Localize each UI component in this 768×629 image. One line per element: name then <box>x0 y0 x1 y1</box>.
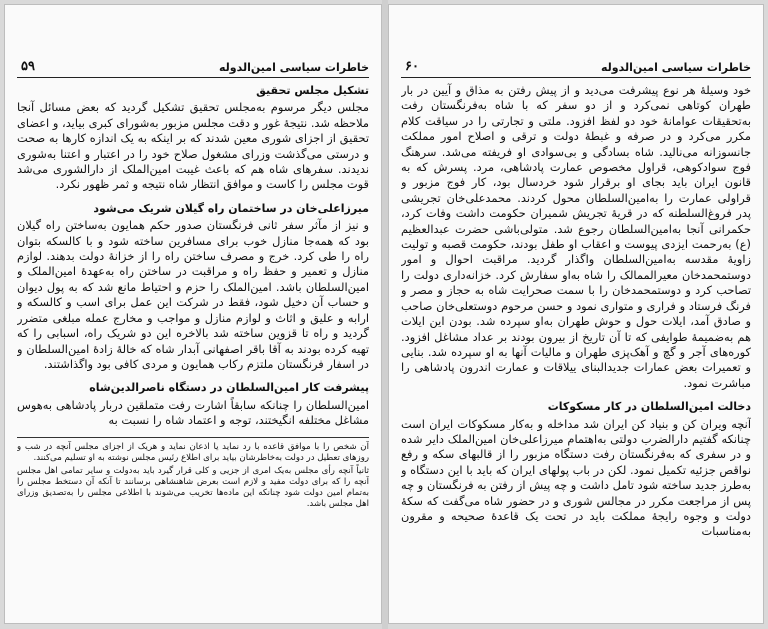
right-page <box>388 4 764 624</box>
running-title: خاطرات سیاسی امین‌الدوله <box>601 61 751 74</box>
section-title: تشکیل مجلس تحقیق <box>256 84 369 97</box>
left-page-header <box>17 61 369 78</box>
footnotes <box>17 437 369 510</box>
footnote: ثانیاً آنچه رأی مجلس به‌یک امری از جزیی و کلی قرار گیرد باید به‌دولت و سایر تمامی اهل مجلس آنچه را که برای دولت مفید و لازم است بعرض شاهنشاهی برسانند تا آنکه آن دستخط مجلس را به‌تمام امین دولت شود چنانکه این ماده‌ها تخریب می‌شوند با اطلاعی مجلس را به‌تصدیق وزرای اهل مجلس باشد. <box>17 465 369 509</box>
section-title: پیشرفت کار امین‌السلطان در دستگاه ناصرالدین‌شاه <box>89 381 369 395</box>
page-number: ۵۹ <box>21 59 35 74</box>
left-page <box>4 4 382 624</box>
right-page-header <box>401 61 751 78</box>
running-title: خاطرات سیاسی امین‌الدوله <box>219 61 369 74</box>
paragraph: خود وسیلهٔ هر نوع پیشرفت می‌دید و از پیش رفتن به مذاق و آیین در بار طهران کوتاهی نمی‌کرد و از دو سفر که با شاه به‌فرنگستان رفت به‌تحقیقات عوامانهٔ خود دو لفظ افزود. ملتی و تجارتی را در سیاقت کلام مکرر می‌کرد و در صرفه و غبطهٔ دولت و ترقی و اصلاح امور مملکت جانسوزانه می‌نالید. شاه بسادگی و بی‌سوادی او فریفته می‌شد. سرهنگ فوج سوادکوهی، قراول مخصوص عمارت پادشاهی، مرد. پسرش که به قانون ایران باید بجای او برقرار شود خردسال بود، کار فوج مزبور و قراولی عمارت را به‌امین‌السلطان محول کردند. محمدعلی‌خان تجریشی پدر فروغ‌السلطنه که در قریهٔ تجریش شمیران حکومت داشت وفات کرد، حکمرانی آنجا به‌امین‌السلطان رجوع شد. متولی‌باشی حضرت عبدالعظیم (ع) به‌رحمت ایزدی پیوست و اعقاب او طفل بودند، حکومت قصبه و تولیت زاویهٔ مقدسه به‌امین‌السلطان واگذار گردید. مراقبت احوال و امور دوستمحمدخان معیرالممالک را شاه به‌او سفارش کرد. خزانه‌داری دولت را تصاحب کرد و دوستمحمدخان را با سمت صحرایت شاه به حجاز و مصر و فرنگ فرستاد و فراری و متواری نمود و حسن مرحوم دوستعلی‌خان صاحب و صادق آمد، ایلات حول و حوش طهران به‌او سپرده شد. بودن این ایلات هم به‌ضمیمهٔ طوایفی که تا آن تاریخ از بیرون بودند بر عداد مشاغل افزود. کوره‌های آجر و گچ و آهک‌پزی طهران و مالیات آنها به او سپرده شد. بنایی و تعمیرات بعض عمارات جدیدالبنای ییلاقات و عمارت اندرون پادشاهی را مباشرت نمود. <box>401 83 751 390</box>
paragraph: آنچه ویران کن و بنیاد کن ایران شد مداخله و به‌کار مسکوکات ایران است چنانکه گفتیم دارالضرب دولتی به‌اهتمام میرزاعلی‌خان امین‌الملک دایر شده و در سفری که به‌فرنگستان رفت دستگاه مزبور را از قالبهای سکه و رفع نواقص جزئیه تکمیل نمود. لکن در باب پولهای ایران که باید با این دستگاه و به‌طرز جدید ساخته شود تامل داشت و چه پیش از رفتن به فرنگستان و چه پس از مراجعت مکرر در مجالس شوری و در حضور شاه می‌گفت که سکهٔ دولت و وجوه رایجهٔ مملکت باید در تحت یک قاعدهٔ صحیحه و مقرون به‌مناسبات <box>401 416 751 539</box>
section-title: میرزاعلی‌خان در ساختمان راه گیلان شریک می‌شود <box>93 201 369 215</box>
footnote: آن شخص را با موافق قاعده با رد نماید یا اذعان نماید و هریک از اجزای مجلس آنچه در شب و روزهای تعطیل در دولت به‌خاطرشان بیاید برای اطلاع رئیس مجلس نوشته به او تسلیم می‌کنند. <box>17 441 369 463</box>
paragraph: مجلس دیگر مرسوم به‌مجلس تحقیق تشکیل گردید که بعض مسائل آنجا ملاحظه شد. نتیجهٔ غور و دقت مجلس مزبور به‌شورای کبری بیاید، و اعضای تحقیق از اجزای شوری معین شدند که بر اینکه به یک اندازه کارها به صحت و درستی می‌گذشت وزرای مشغول صلاح خود را در اعتبار و اعتنا به‌شوری ندیدند. سفرهای شاه هم که باعث غیبت امین‌الملک از دارالشوری می‌شد قوت مجلس را کاست و موافق انتظار شاه نتیجه و ثمر ظهور نکرد. <box>17 100 369 192</box>
paragraph: و نیز از مآثر سفر ثانی فرنگستان صدور حکم همایون به‌ساختن راه گیلان بود که همه‌جا منازل خوب برای مسافرین ساخته شود و با کالسکه بتوان راه را طی کرد. خرج و مصرف ساختن راه را از خزانهٔ دولت بدهند. لوازم منازل و تعمیر و حفظ راه و مراقبت در ساختن راه به‌عهدهٔ امین‌الملک و امین‌السلطان باشد. امین‌الملک را حزم و احتیاط مانع شد که به پول دیوان و حساب آن دخیل شود، فقط در شرکت این عمل برای اسب و کالسکه و ارابه و علیق و اثاث و لوازم منازل و مواجب و مخارج عمله مبلغی متضرر گردید و راه تا قزوین ساخته شد بالاخره این دو شریک راه، اسبابی را که تهیه کرده بودند به آقا باقر اصفهانی آبدار شاه که خالهٔ زادهٔ امین‌السلطان و در اسفار فرنگستان ملتزم رکاب همایون و مردی کافی بود واگذاشتند. <box>17 218 369 371</box>
left-page-body <box>17 83 369 615</box>
right-page-body <box>401 83 751 615</box>
section-title: دخالت امین‌السلطان در کار مسکوکات <box>547 400 751 414</box>
paragraph: امین‌السلطان را چنانکه سابقاً اشارت رفت متملقین دربار پادشاهی به‌هوس مشاغل مختلفه انگیختند، توجه و اعتماد شاه را نسبت به <box>17 397 369 428</box>
page-number: ۶۰ <box>405 59 419 74</box>
